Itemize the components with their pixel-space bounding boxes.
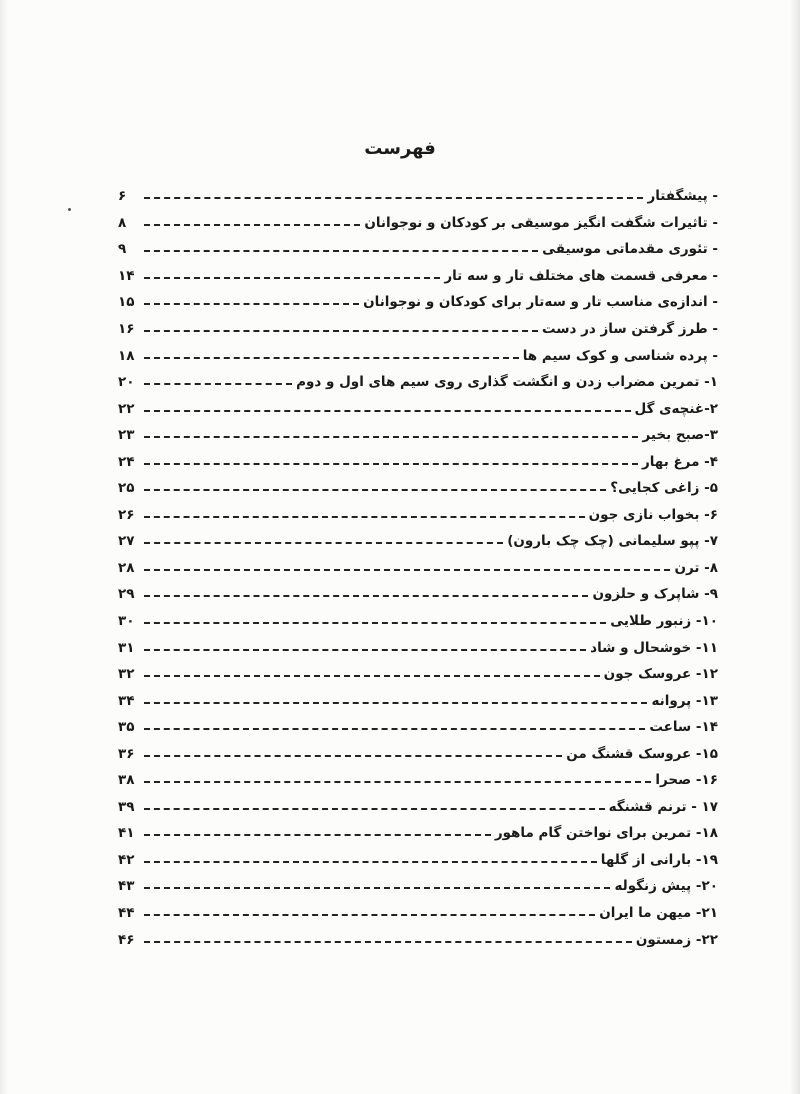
- dotted-leader: [144, 383, 292, 385]
- toc-entry-page-number: ۹: [118, 241, 127, 258]
- toc-entry: [118, 740, 718, 767]
- toc-entry-title: ۱- تمرین مضراب زدن و انگشت گذاری روی سیم های اول و دوم: [296, 374, 718, 391]
- toc-entry-page-number: ۲۹: [118, 586, 135, 603]
- toc-entry-title: ۲-غنچه‌ی گل: [634, 400, 718, 417]
- toc-entry: [118, 767, 718, 794]
- toc-entry-page-number: ۲۲: [118, 400, 135, 417]
- toc-entry-page-number: ۲۵: [118, 480, 135, 497]
- toc-entry: [118, 502, 718, 529]
- toc-entry: [118, 555, 718, 582]
- toc-entry-page-number: ۳۵: [118, 719, 135, 736]
- toc-entry-title: ۴- مرغ بهار: [641, 453, 718, 470]
- toc-entry: [118, 714, 718, 741]
- dotted-leader: [144, 542, 503, 544]
- toc-entry: [118, 661, 718, 688]
- dotted-leader: [144, 622, 606, 624]
- toc-entry-page-number: ۱۶: [118, 321, 135, 337]
- toc-entry-page-number: ۲۳: [118, 427, 135, 444]
- toc-entry-title: ۲۲- زمستون: [635, 931, 718, 948]
- dotted-leader: [144, 330, 538, 332]
- toc-entry-title: ۵- زاغی کجایی؟: [610, 480, 718, 497]
- dotted-leader: [144, 516, 585, 518]
- toc-entry-page-number: ۱۸: [118, 347, 135, 364]
- dotted-leader: [144, 303, 359, 305]
- toc-entry: [118, 900, 718, 927]
- toc-entry-page-number: ۱۵: [118, 294, 135, 311]
- toc-entry-page-number: ۳۰: [118, 613, 135, 630]
- toc-entry-page-number: ۳۶: [118, 745, 135, 762]
- toc-entry-page-number: ۲۰: [118, 374, 135, 391]
- toc-entry: [118, 847, 718, 874]
- dotted-leader: [144, 755, 562, 757]
- toc-entry: [118, 528, 718, 555]
- toc-entry: [118, 634, 718, 661]
- toc-entry: [118, 820, 718, 847]
- toc-entry-title: ۱۱- خوشحال و شاد: [590, 639, 718, 656]
- toc-entry: [118, 183, 718, 210]
- toc-entry-title: - پیشگفتار: [647, 188, 718, 205]
- toc-entry-title: - تئوری مقدماتی موسیقی: [542, 241, 718, 258]
- toc-entry-title: ۲۰- پیش زنگوله: [614, 878, 718, 895]
- toc-entry-page-number: ۱۴: [118, 267, 135, 284]
- dotted-leader: [144, 649, 586, 651]
- scan-speck: [68, 208, 71, 211]
- dotted-leader: [144, 941, 632, 943]
- dotted-leader: [144, 250, 538, 252]
- toc-entry-title: - پرده شناسی و کوک سیم ها: [522, 347, 718, 364]
- dotted-leader: [144, 224, 360, 226]
- toc-entry: [118, 316, 718, 343]
- dotted-leader: [144, 569, 670, 571]
- toc-entry: [118, 210, 718, 237]
- dotted-leader: [144, 436, 638, 438]
- toc-entry-title: ۱۰- زنبور طلایی: [610, 613, 718, 630]
- toc-entry-title: ۱۳- پروانه: [651, 692, 718, 709]
- dotted-leader: [144, 728, 645, 730]
- page-shadow-left: [0, 0, 8, 1094]
- toc-entry-page-number: ۲۸: [118, 559, 135, 576]
- dotted-leader: [144, 463, 638, 465]
- toc-entry-page-number: ۲۴: [118, 453, 135, 470]
- toc-entry-page-number: ۳۹: [118, 798, 135, 815]
- toc-entry: [118, 448, 718, 475]
- toc-entry-title: ۲۱- میهن ما ایران: [599, 905, 718, 922]
- toc-entry-title: - طرز گرفتن ساز در دست: [541, 321, 718, 337]
- toc-entry: [118, 581, 718, 608]
- toc-entry: [118, 342, 718, 369]
- toc-entry-page-number: ۴۱: [118, 825, 135, 842]
- toc-entry: [118, 263, 718, 290]
- toc-entry-page-number: ۴۶: [118, 931, 135, 948]
- toc-entry: [118, 236, 718, 263]
- toc-entry: [118, 687, 718, 714]
- toc-entry: [118, 608, 718, 635]
- toc-entry-page-number: ۳۲: [118, 666, 135, 683]
- toc-entry-title: ۳-صبح بخیر: [642, 427, 718, 444]
- toc-entry-page-number: ۶: [118, 188, 127, 205]
- toc-entry: [118, 395, 718, 422]
- toc-entry-title: ۶- بخواب نازی جون: [588, 506, 718, 523]
- table-of-contents: [118, 183, 718, 953]
- toc-entry-title: ۱۴- ساعت: [649, 719, 718, 736]
- toc-entry-page-number: ۳۱: [118, 639, 135, 656]
- toc-entry-title: ۱۶- صحرا: [655, 772, 718, 789]
- toc-entry-title: ۱۲- عروسک جون: [603, 666, 718, 683]
- dotted-leader: [144, 595, 588, 597]
- toc-entry-title: ۱۷ - ترنم قشنگه: [608, 798, 718, 815]
- toc-entry-page-number: ۳۴: [118, 692, 135, 709]
- toc-entry-title: - اندازه‌ی مناسب تار و سه‌تار برای کودکان و نوجوانان: [363, 294, 718, 311]
- toc-entry-page-number: ۳۸: [118, 772, 135, 789]
- dotted-leader: [144, 914, 595, 916]
- dotted-leader: [144, 781, 651, 783]
- dotted-leader: [144, 410, 631, 412]
- dotted-leader: [144, 357, 519, 359]
- toc-entry: [118, 289, 718, 316]
- dotted-leader: [144, 197, 643, 199]
- dotted-leader: [144, 277, 440, 279]
- toc-entry: [118, 475, 718, 502]
- toc-entry-title: - معرفی قسمت های مختلف تار و سه تار: [444, 267, 718, 284]
- toc-entry: [118, 369, 718, 396]
- dotted-leader: [144, 808, 605, 810]
- dotted-leader: [144, 702, 647, 704]
- toc-entry-page-number: ۲۷: [118, 533, 135, 550]
- dotted-leader: [144, 834, 491, 836]
- dotted-leader: [144, 675, 600, 677]
- dotted-leader: [144, 887, 610, 889]
- dotted-leader: [144, 861, 597, 863]
- toc-entry-page-number: ۴۲: [118, 851, 135, 868]
- toc-entry-title: ۱۹- بارانی از گلها: [600, 851, 718, 868]
- toc-entry-page-number: ۲۶: [118, 506, 135, 523]
- toc-entry-title: ۱۸- تمرین برای نواختن گام ماهور: [494, 825, 718, 842]
- toc-entry-title: - تاثیرات شگفت انگیز موسیقی بر کودکان و نوجوانان: [364, 214, 718, 231]
- dotted-leader: [144, 489, 606, 491]
- toc-entry: [118, 422, 718, 449]
- toc-entry-title: ۱۵- عروسک قشنگ من: [566, 745, 718, 762]
- toc-entry: [118, 873, 718, 900]
- toc-entry-title: ۹- شاپرک و حلزون: [592, 586, 718, 603]
- page-title: فهرست: [364, 138, 436, 159]
- toc-entry-page-number: ۸: [118, 214, 127, 231]
- toc-entry-title: ۸- ترن: [674, 559, 718, 576]
- toc-entry: [118, 926, 718, 953]
- toc-entry-title: ۷- پپو سلیمانی (چک چک بارون): [507, 533, 718, 550]
- toc-entry-page-number: ۴۴: [118, 905, 135, 922]
- page-shadow-right: [790, 0, 800, 1094]
- toc-entry-page-number: ۴۳: [118, 878, 135, 895]
- toc-entry: [118, 794, 718, 821]
